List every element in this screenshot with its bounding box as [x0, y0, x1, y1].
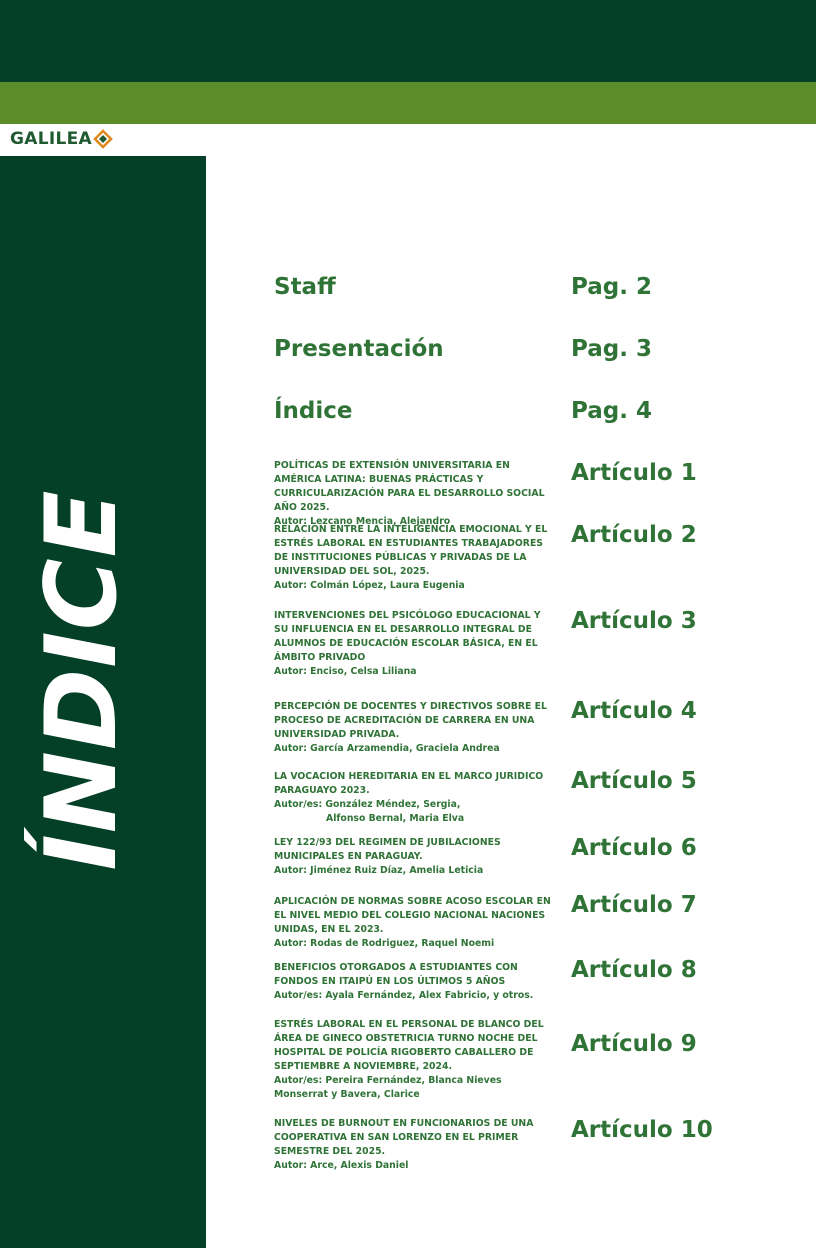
toc-page-staff[interactable]: Pag. 2 — [571, 274, 652, 300]
article-link-10[interactable]: Artículo 10 — [571, 1117, 713, 1143]
logo-mark-icon — [93, 129, 113, 149]
article-link-7[interactable]: Artículo 7 — [571, 892, 697, 918]
article-link-9[interactable]: Artículo 9 — [571, 1031, 697, 1057]
article-title: APLICACIÓN DE NORMAS SOBRE ACOSO ESCOLAR EN EL NIVEL MEDIO DEL COLEGIO NACIONAL NACIONES UNIDAS, EN EL 2023. — [274, 896, 551, 935]
article-title: LA VOCACION HEREDITARIA EN EL MARCO JURIDICO PARAGUAYO 2023. — [274, 771, 544, 796]
article-author: Autor: Jiménez Ruiz Díaz, Amelia Leticia — [274, 865, 484, 876]
article-author: Autor/es: Ayala Fernández, Alex Fabricio, y otros. — [274, 990, 534, 1001]
article-entry-8 — [274, 961, 556, 1003]
galilea-logo — [10, 128, 113, 150]
article-author: Autor: García Arzamendia, Graciela Andrea — [274, 743, 500, 754]
article-entry-1 — [274, 459, 556, 529]
article-author: Autor: Arce, Alexis Daniel — [274, 1160, 409, 1171]
article-link-2[interactable]: Artículo 2 — [571, 522, 697, 548]
article-author: Autor/es: Pereira Fernández, Blanca Nieves Monserrat y Bavera, Clarice — [274, 1075, 502, 1100]
article-title: LEY 122/93 DEL REGIMEN DE JUBILACIONES MUNICIPALES EN PARAGUAY. — [274, 837, 501, 862]
article-entry-6 — [274, 836, 556, 878]
article-title: RELACIÓN ENTRE LA INTELIGENCIA EMOCIONAL Y EL ESTRÉS LABORAL EN ESTUDIANTES TRABAJADORES DE INSTITUCIONES PÚBLICAS Y PRIVADAS DE LA UNIVERSIDAD DEL SOL, 2025. — [274, 524, 548, 577]
toc-entry-staff[interactable]: Staff — [274, 274, 336, 300]
article-title: POLÍTICAS DE EXTENSIÓN UNIVERSITARIA EN AMÉRICA LATINA: BUENAS PRÁCTICAS Y CURRICULARIZACIÓN PARA EL DESARROLLO SOCIAL AÑO 2025. — [274, 460, 545, 513]
header-band — [0, 0, 816, 82]
article-link-5[interactable]: Artículo 5 — [571, 768, 697, 794]
accent-band — [0, 82, 816, 124]
article-author: Autor/es: González Méndez, Sergia, — [274, 799, 461, 810]
article-entry-5 — [274, 770, 556, 826]
article-link-6[interactable]: Artículo 6 — [571, 835, 697, 861]
toc-page-indice[interactable]: Pag. 4 — [571, 398, 652, 424]
article-link-4[interactable]: Artículo 4 — [571, 698, 697, 724]
article-entry-3 — [274, 609, 556, 679]
article-entry-7 — [274, 895, 556, 951]
article-title: PERCEPCIÓN DE DOCENTES Y DIRECTIVOS SOBRE EL PROCESO DE ACREDITACIÓN DE CARRERA EN UNA UNIVERSIDAD PRIVADA. — [274, 701, 547, 740]
article-entry-9 — [274, 1018, 556, 1102]
article-title: INTERVENCIONES DEL PSICÓLOGO EDUCACIONAL Y SU INFLUENCIA EN EL DESARROLLO INTEGRAL DE ALUMNOS DE EDUCACIÓN ESCOLAR BÁSICA, EN EL ÁMBITO PRIVADO — [274, 610, 541, 663]
toc-entry-presentacion[interactable]: Presentación — [274, 336, 444, 362]
article-title: BENEFICIOS OTORGADOS A ESTUDIANTES CON FONDOS EN ITAIPÚ EN LOS ÚLTIMOS 5 AÑOS — [274, 962, 518, 987]
article-entry-4 — [274, 700, 556, 756]
article-author-second: Alfonso Bernal, Maria Elva — [326, 813, 465, 824]
logo-text: GALILEA — [10, 129, 92, 149]
article-author: Autor: Colmán López, Laura Eugenia — [274, 580, 465, 591]
article-author: Autor: Enciso, Celsa Liliana — [274, 666, 417, 677]
article-link-3[interactable]: Artículo 3 — [571, 608, 697, 634]
article-entry-2 — [274, 523, 556, 593]
toc-page-presentacion[interactable]: Pag. 3 — [571, 336, 652, 362]
article-link-1[interactable]: Artículo 1 — [571, 460, 697, 486]
article-entry-10 — [274, 1117, 556, 1173]
article-title: NIVELES DE BURNOUT EN FUNCIONARIOS DE UNA COOPERATIVA EN SAN LORENZO EN EL PRIMER SEMESTRE DEL 2025. — [274, 1118, 534, 1157]
article-author: Autor: Lezcano Mencia, Alejandro — [274, 516, 451, 527]
index-vertical-title: ÍNDICE — [25, 489, 139, 871]
article-author: Autor: Rodas de Rodriguez, Raquel Noemi — [274, 938, 495, 949]
toc-entry-indice[interactable]: Índice — [274, 398, 353, 424]
article-title: ESTRÉS LABORAL EN EL PERSONAL DE BLANCO DEL ÁREA DE GINECO OBSTETRICIA TURNO NOCHE DEL HOSPITAL DE POLICÍA RIGOBERTO CABALLERO DE SEPTIEMBRE A NOVIEMBRE, 2024. — [274, 1019, 544, 1072]
article-link-8[interactable]: Artículo 8 — [571, 957, 697, 983]
